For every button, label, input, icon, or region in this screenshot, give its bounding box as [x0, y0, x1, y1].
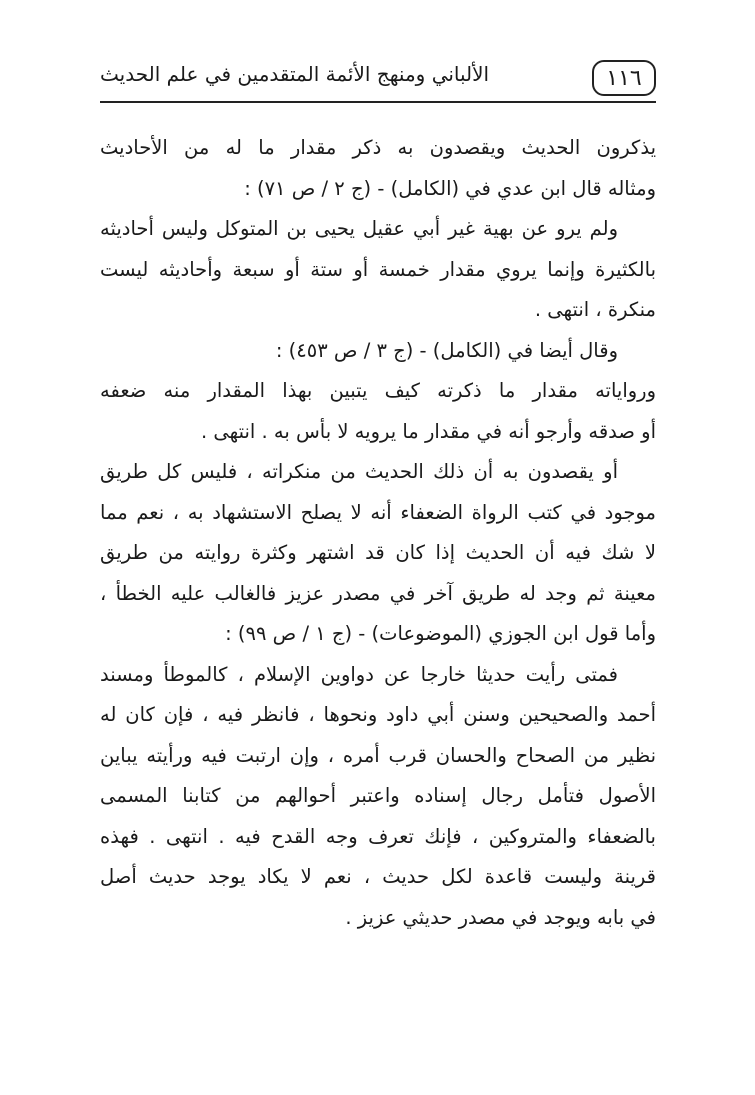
text-line: ورواياته مقدار ما ذكرته كيف يتبين بهذا المقدار منه ضعفه	[100, 379, 656, 402]
running-title: الألباني ومنهج الأئمة المتقدمين في علم الحديث	[100, 62, 490, 86]
text-line: في بابه ويوجد في مصدر حديثي عزيز .	[345, 905, 656, 929]
body-text	[100, 128, 656, 938]
text-line: فمتى رأيت حديثا خارجا عن دواوين الإسلام ، كالموطأ ومسند	[100, 662, 618, 686]
text-line: ولم يرو عن بهية غير أبي عقيل يحيى بن المتوكل وليس أحاديثه	[100, 217, 618, 240]
text-line: قرينة وليست قاعدة لكل حديث ، نعم لا يكاد يوجد حديث أصل	[100, 865, 656, 888]
text-line: بالكثيرة وإنما يروي مقدار خمسة أو ستة أو سبعة وأحاديثه ليست	[100, 257, 656, 281]
text-line: موجود في كتب الرواة الضعفاء أنه لا يصلح الاستشهاد به ، نعم مما	[100, 500, 656, 524]
page-number: ١١٦	[592, 60, 656, 96]
text-line: الأصول فتأمل رجال إسناده واعتبر أحوالهم من كتابنا المسمى	[100, 784, 656, 807]
text-line: يذكرون الحديث ويقصدون به ذكر مقدار ما له من الأحاديث	[100, 136, 656, 159]
text-line: ومثاله قال ابن عدي في (الكامل) - (ج ٢ / ص ٧١) :	[244, 176, 656, 200]
text-line: أحمد والصحيحين وسنن أبي داود ونحوها ، فانظر فيه ، فإن كان له	[100, 703, 656, 726]
header-rule	[100, 101, 656, 103]
text-line: وأما قول ابن الجوزي (الموضوعات) - (ج ١ / ص ٩٩) :	[225, 622, 656, 645]
text-line: أو يقصدون به أن ذلك الحديث من منكراته ، فليس كل طريق	[100, 460, 618, 483]
text-line: وقال أيضا في (الكامل) - (ج ٣ / ص ٤٥٣) :	[275, 338, 618, 362]
text-line: أو صدقه وأرجو أنه في مقدار ما يرويه لا بأس به . انتهى .	[200, 419, 656, 443]
text-line: نظير من الصحاح والحسان قرب أمره ، وإن ارتبت فيه ورأيته يباين	[100, 743, 656, 767]
text-line: بالضعفاء والمتروكين ، فإنك تعرف وجه القدح فيه . انتهى . فهذه	[100, 824, 656, 848]
text-line: منكرة ، انتهى .	[534, 298, 656, 321]
text-line: معينة ثم وجد له طريق آخر في مصدر عزيز فالغالب عليه الخطأ ،	[100, 581, 656, 605]
text-line: لا شك فيه أن الحديث إذا كان قد اشتهر وكثرة روايته من طريق	[100, 541, 656, 564]
page-header	[100, 58, 656, 102]
